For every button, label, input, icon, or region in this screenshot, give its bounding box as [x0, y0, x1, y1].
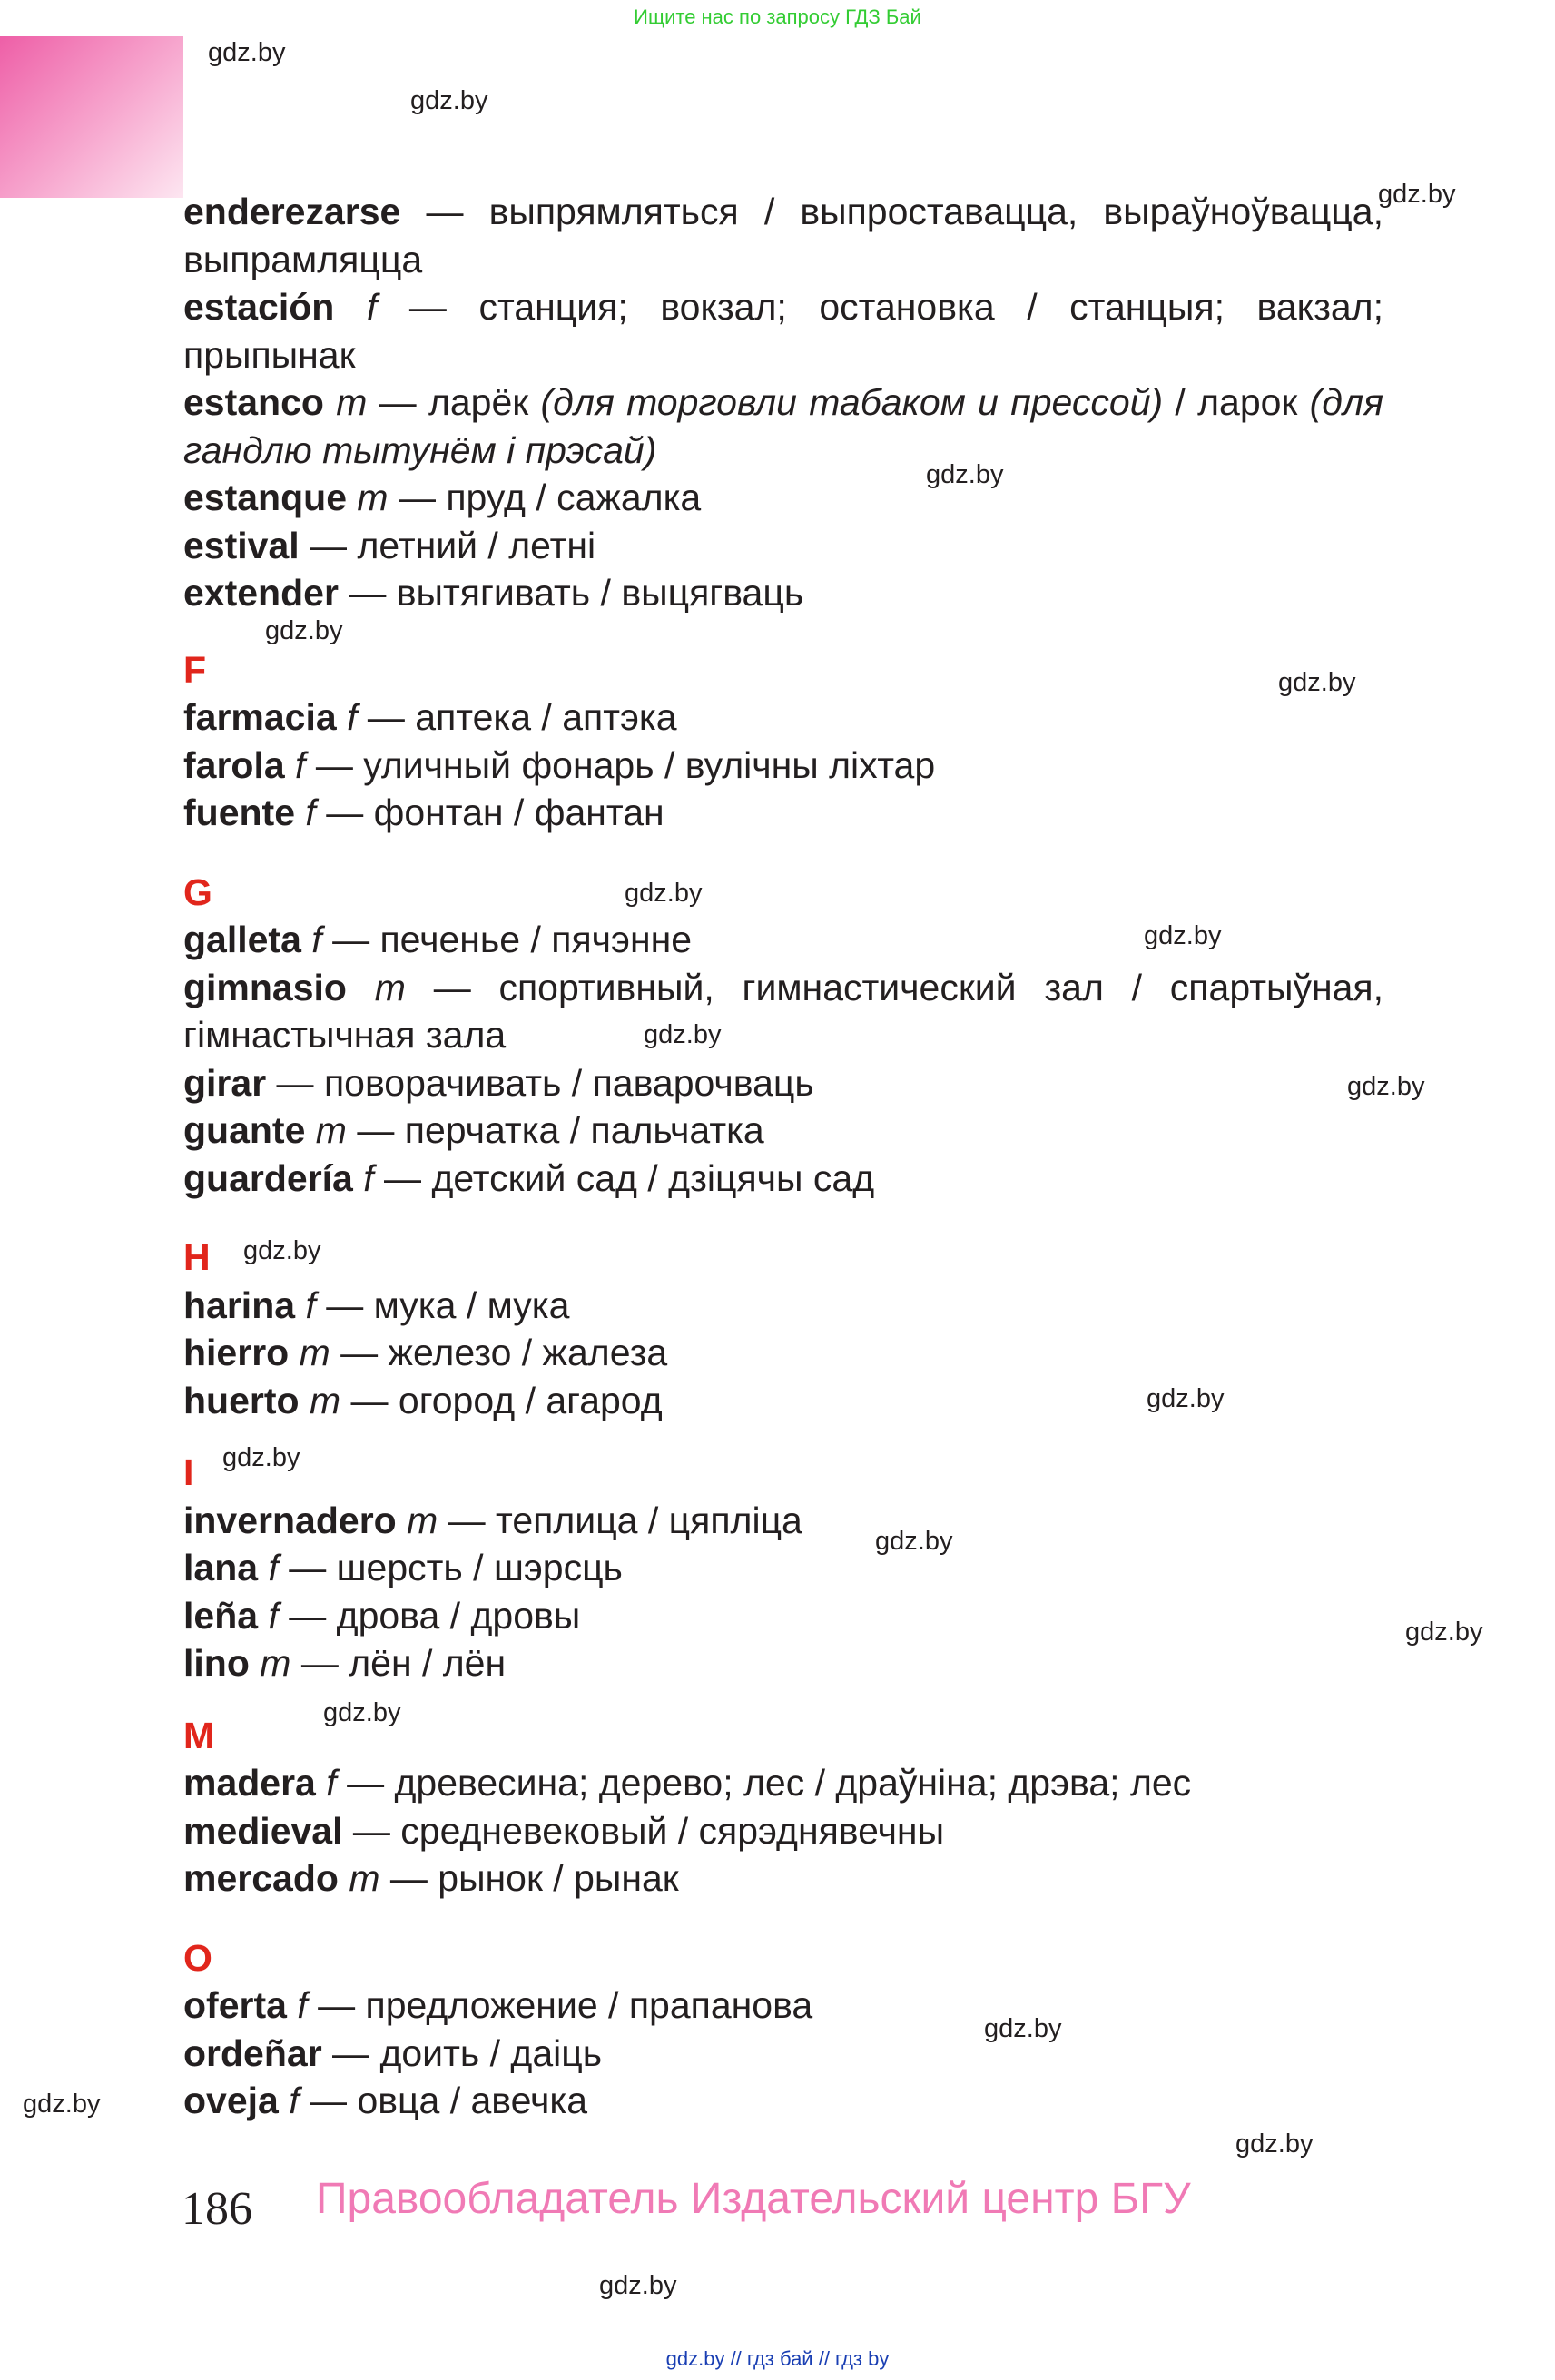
section-m	[183, 1712, 1383, 1903]
dictionary-entry: estanco m — ларёк (для торговли табаком и прессой) / ларок (для гандлю тытунём і прэсай)	[183, 381, 1383, 471]
dictionary-entry: gimnasio m — спортивный, гимнастический зал / спартыўная, гімнастычная зала	[183, 966, 1384, 1056]
watermark: gdz.by	[625, 879, 703, 908]
dictionary-entry: guardería f — детский сад / дзіцячы сад	[183, 1156, 875, 1199]
watermark: gdz.by	[1347, 1072, 1425, 1101]
section-letter: G	[183, 870, 212, 913]
dictionary-entry: farola f — уличный фонарь / вулічны ліхтар	[183, 743, 936, 786]
watermark: gdz.by	[1378, 180, 1456, 209]
section-letter: F	[183, 648, 207, 691]
dictionary-entry: oveja f — овца / авечка	[183, 2080, 588, 2121]
dictionary-entry: fuente f — фонтан / фантан	[183, 792, 664, 833]
dictionary-entry: lana f — шерсть / шэрсць	[183, 1547, 623, 1588]
dictionary-entry: girar — поворачивать / паварочваць	[183, 1061, 814, 1104]
dictionary-entry: farmacia f — аптека / аптэка	[183, 696, 677, 738]
section-f	[183, 646, 1383, 837]
dictionary-list	[183, 188, 1383, 2125]
dictionary-entry: ordeñar — доить / даіць	[183, 2031, 603, 2074]
dictionary-entry: enderezarse — выпрямляться / выпроставацца, выраўноўвацца, выпрамляцца	[183, 191, 1383, 280]
dictionary-entry: medieval — средневековый / сярэднявечны	[183, 1809, 945, 1852]
section-letter: M	[183, 1714, 215, 1756]
bottom-links[interactable]: gdz.by // гдз бай // гдз by	[665, 2347, 890, 2370]
dictionary-entry: oferta f — предложение / прапанова	[183, 1984, 813, 2026]
copyright-notice: Правообладатель Издательский центр БГУ	[316, 2175, 1191, 2223]
dictionary-entry: huerto m — огород / агарод	[183, 1379, 663, 1421]
watermark: gdz.by	[410, 86, 488, 115]
watermark: gdz.by	[599, 2271, 677, 2300]
top-banner[interactable]: Ищите нас по запросу ГДЗ Бай	[634, 5, 921, 28]
watermark: gdz.by	[222, 1443, 300, 1472]
dictionary-entry: estanque m — пруд / сажалка	[183, 477, 702, 518]
watermark: gdz.by	[265, 616, 343, 645]
page-number: 186	[182, 2183, 252, 2235]
watermark: gdz.by	[644, 1020, 722, 1049]
watermark: gdz.by	[1144, 921, 1222, 950]
watermark: gdz.by	[1235, 2129, 1314, 2159]
section-letter: H	[183, 1236, 211, 1278]
dictionary-entry: hierro m — железо / жалеза	[183, 1332, 668, 1373]
dictionary-entry: estival — летний / летні	[183, 524, 596, 566]
dictionary-entry: leña f — дрова / дровы	[183, 1594, 581, 1637]
dictionary-entry: lino m — лён / лён	[183, 1642, 507, 1684]
dictionary-entry: invernadero m — теплица / цяпліца	[183, 1499, 802, 1541]
corner-decoration	[0, 36, 183, 198]
section-letter: I	[183, 1451, 194, 1493]
watermark: gdz.by	[23, 2090, 101, 2119]
dictionary-entry: guante m — перчатка / пальчатка	[183, 1109, 764, 1151]
watermark: gdz.by	[1405, 1618, 1483, 1647]
watermark: gdz.by	[984, 2014, 1062, 2043]
watermark: gdz.by	[875, 1527, 953, 1556]
watermark: gdz.by	[323, 1698, 401, 1727]
section-o	[183, 1934, 1383, 2125]
section-i	[183, 1449, 1383, 1687]
watermark: gdz.by	[1278, 668, 1356, 697]
dictionary-entry: madera f — древесина; дерево; лес / драўніна; дрэва; лес	[183, 1762, 1192, 1804]
section-e	[183, 188, 1383, 617]
dictionary-entry: harina f — мука / мука	[183, 1283, 570, 1326]
dictionary-entry: galleta f — печенье / пячэнне	[183, 919, 693, 960]
section-h	[183, 1234, 1383, 1424]
section-g	[183, 869, 1383, 1203]
watermark: gdz.by	[208, 38, 286, 67]
dictionary-entry: extender — вытягивать / выцягваць	[183, 572, 804, 614]
dictionary-entry: estación f — станция; вокзал; остановка / станцыя; вакзал; прыпынак	[183, 286, 1383, 376]
dictionary-entry: mercado m — рынок / рынак	[183, 1857, 679, 1899]
watermark: gdz.by	[926, 460, 1004, 489]
watermark: gdz.by	[1147, 1384, 1225, 1413]
watermark: gdz.by	[243, 1236, 321, 1265]
section-letter: O	[183, 1936, 212, 1979]
